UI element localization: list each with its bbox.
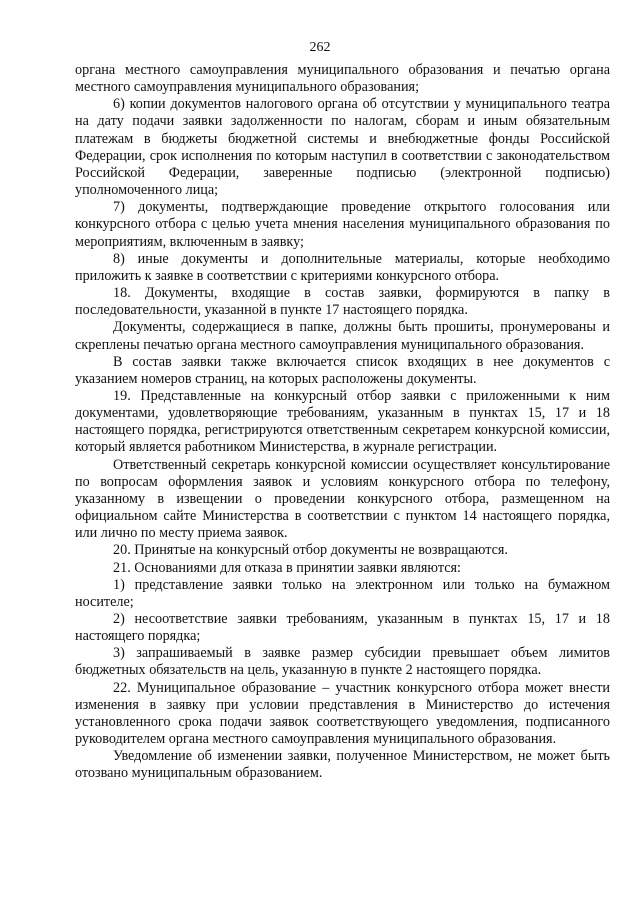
paragraph-docs-list: В состав заявки также включается список входящих в нее документов с указанием номеров страниц, на которых расположены документы. [75,353,610,387]
paragraph-item-6: 6) копии документов налогового органа об отсутствии у муниципального театра на дату подачи заявки задолженности по налогам, сборам и иным обязательным платежам в бюджеты бюджетной системы и внебюджетные фонды Российской Федерации, срок исполнения по которым наступил в соответствии с законодательством Российской Федерации, заверенные подписью (электронной подписью) уполномоченного лица; [75,96,610,199]
paragraph-secretary: Ответственный секретарь конкурсной комиссии осуществляет консультирование по вопросам оформления заявок и условиям конкурсного отбора по телефону, указанному в извещении о проведении конкурсного отбора, размещенном на официальном сайте Министерства в соответствии с пунктом 14 настоящего порядка, или лично по месту приема заявок. [75,456,610,542]
paragraph-reason-1: 1) представление заявки только на электронном или только на бумажном носителе; [75,576,610,610]
page-number: 262 [309,40,331,55]
paragraph-notification: Уведомление об изменении заявки, полученное Министерством, не может быть отозвано муниципальным образованием. [75,748,610,782]
paragraph-item-7: 7) документы, подтверждающие проведение открытого голосования или конкурсного отбора с целью учета мнения населения муниципального образования по мероприятиям, включенным в заявку; [75,199,610,250]
paragraph-clause-18: 18. Документы, входящие в состав заявки, формируются в папку в последовательности, указанной в пункте 17 настоящего порядка. [75,285,610,319]
paragraph-clause-21: 21. Основаниями для отказа в принятии заявки являются: [113,559,461,576]
paragraph-clause-19: 19. Представленные на конкурсный отбор заявки с приложенными к ним документами, удовлетворяющие требованиям, указанным в пунктах 15, 17 и 18 настоящего порядка, регистрируются ответственным секретарем конкурсной комиссии, который является работником Министерства, в журнале регистрации. [75,387,610,456]
document-body [75,62,610,783]
paragraph-folder-docs: Документы, содержащиеся в папке, должны быть прошиты, пронумерованы и скреплены печатью органа местного самоуправления муниципального образования. [75,319,610,353]
paragraph-clause-22: 22. Муниципальное образование – участник конкурсного отбора может внести изменения в заявку при условии представления в Министерство до истечения установленного срока подачи заявок соответствующего уведомления, подписанного руководителем органа местного самоуправления муниципального образования. [75,679,610,748]
paragraph-reason-3: 3) запрашиваемый в заявке размер субсидии превышает объем лимитов бюджетных обязательств на цель, указанную в пункте 2 настоящего порядка. [75,645,610,679]
paragraph-continuation: органа местного самоуправления муниципального образования и печатью органа местного самоуправления муниципального образования; [75,62,610,96]
paragraph-item-8: 8) иные документы и дополнительные материалы, которые необходимо приложить к заявке в соответствии с критериями конкурсного отбора. [75,250,610,284]
paragraph-clause-20: 20. Принятые на конкурсный отбор документы не возвращаются. [113,542,508,559]
paragraph-reason-2: 2) несоответствие заявки требованиям, указанным в пунктах 15, 17 и 18 настоящего порядка; [75,611,610,645]
